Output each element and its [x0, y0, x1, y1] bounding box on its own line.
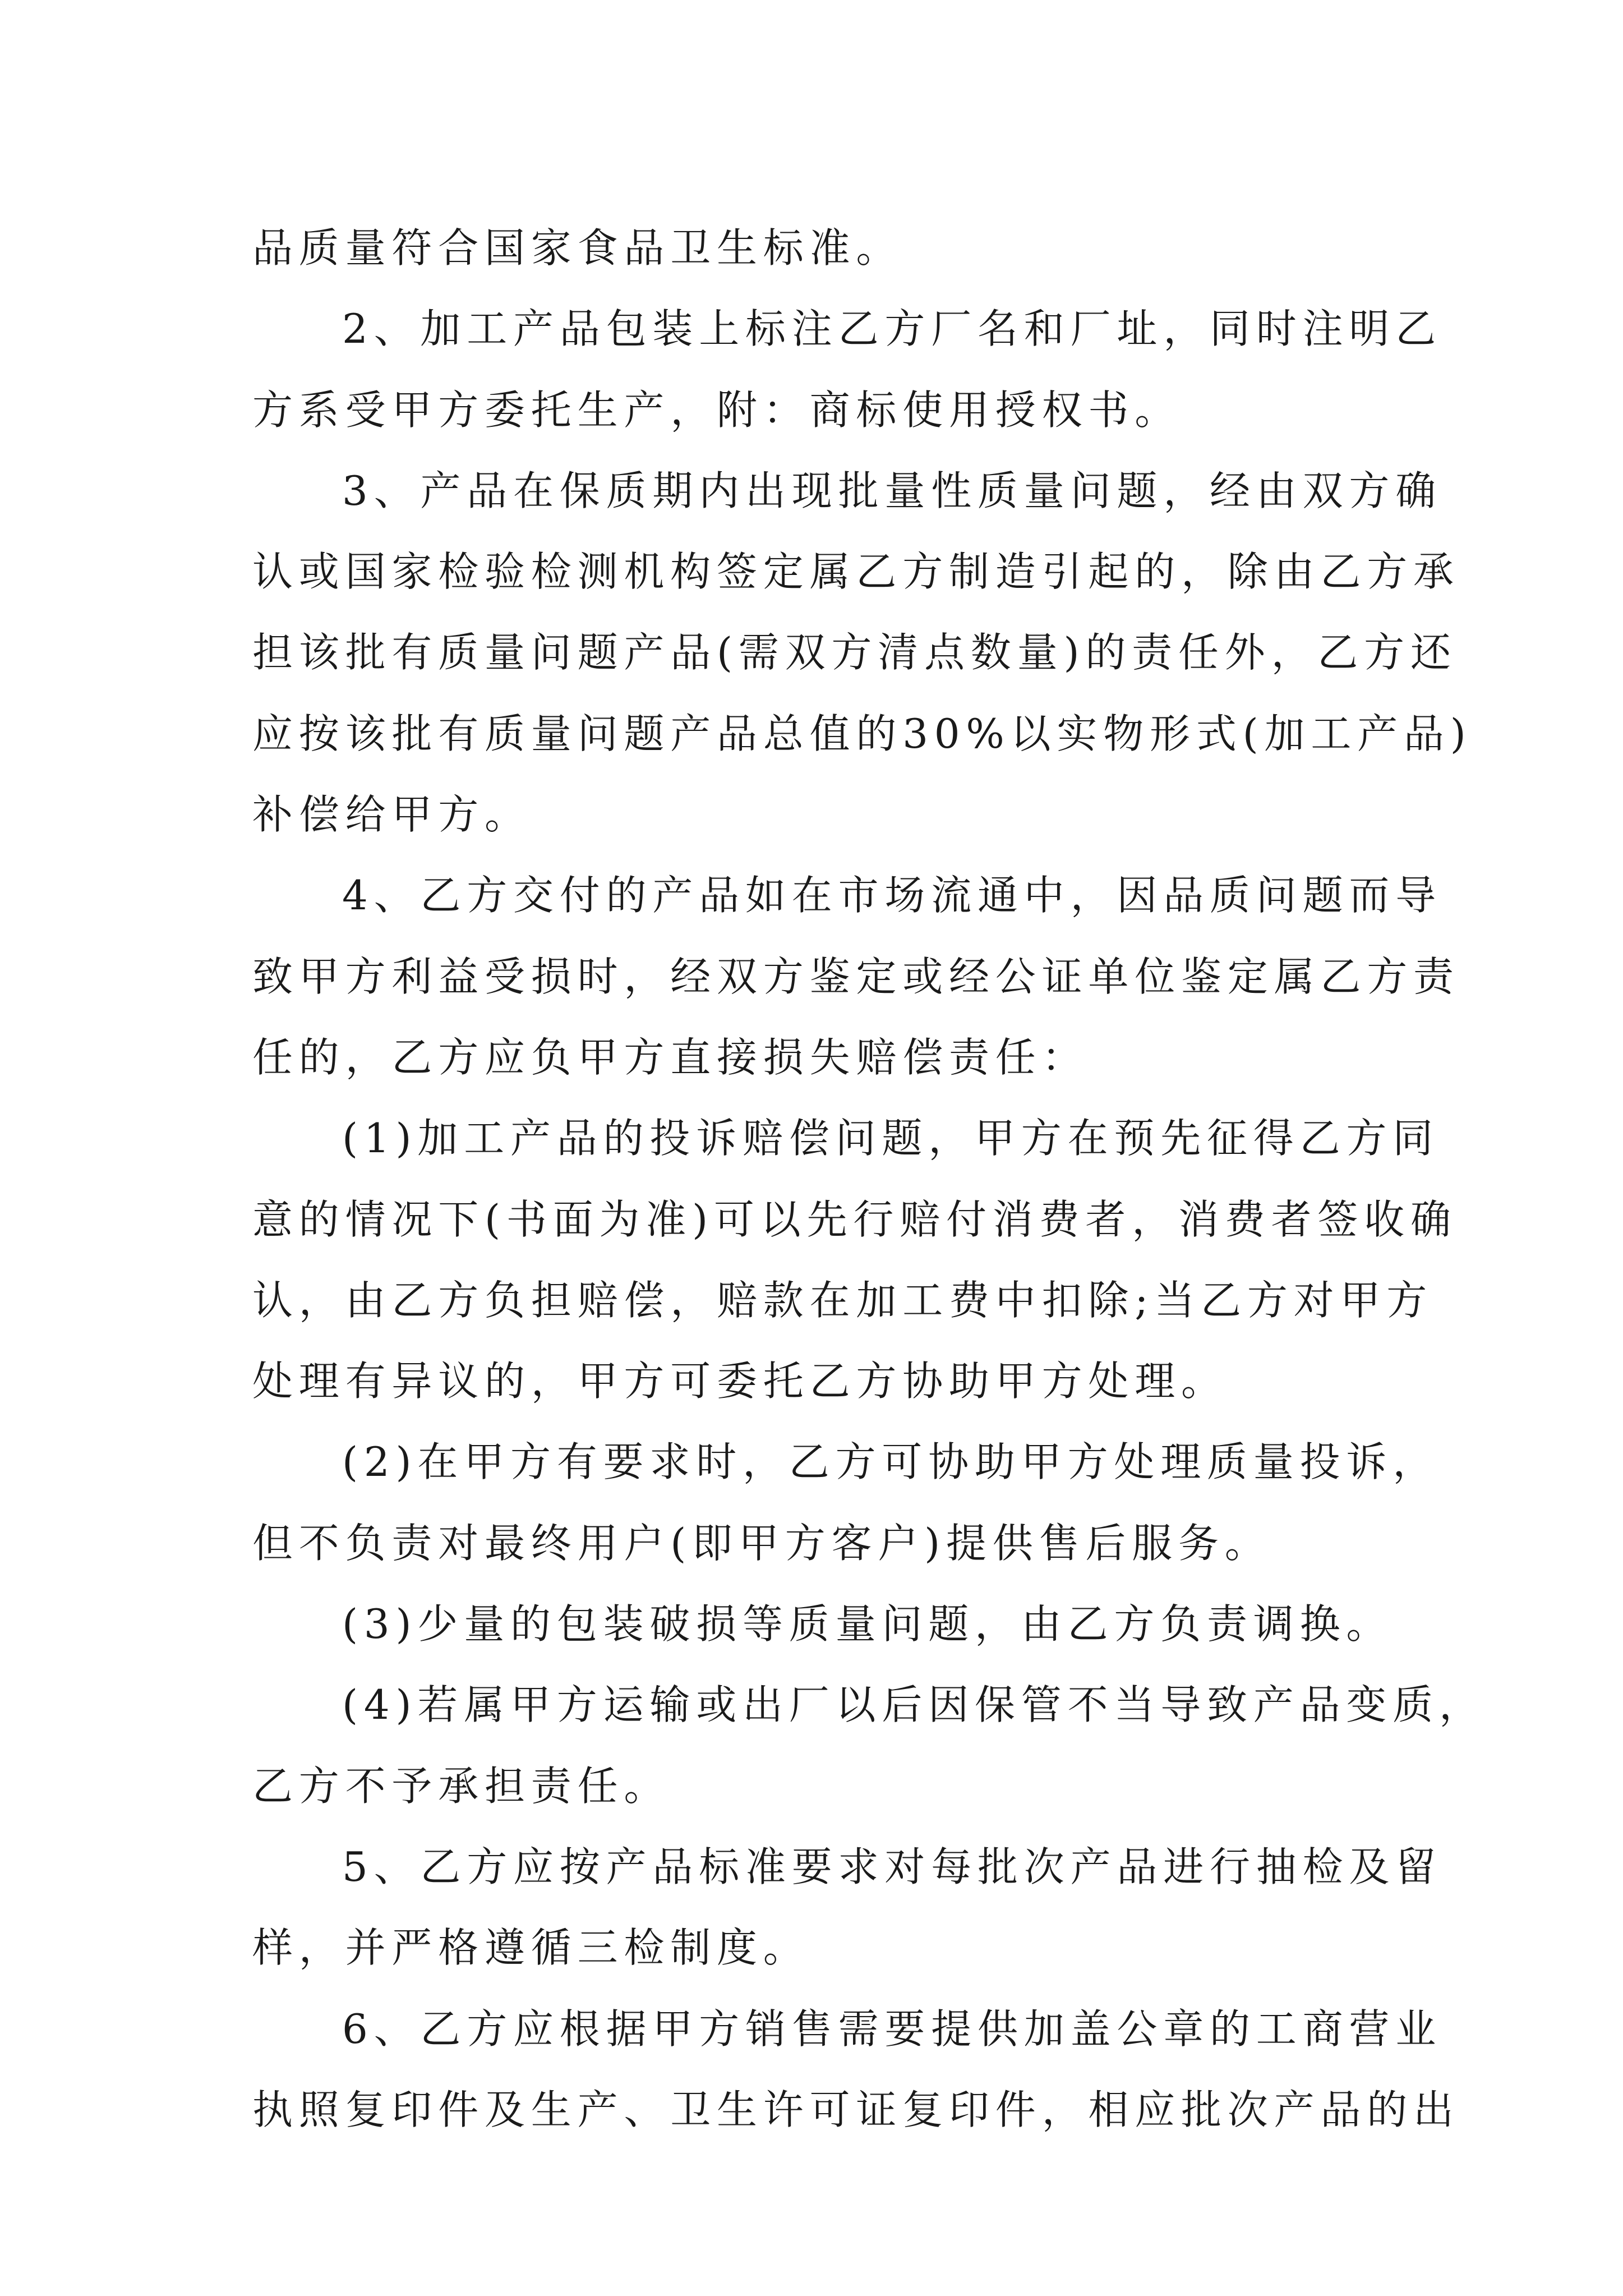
text-line: 致甲方利益受损时，经双方鉴定或经公证单位鉴定属乙方责 [252, 953, 1460, 1000]
text-line: 认或国家检验检测机构签定属乙方制造引起的，除由乙方承 [252, 548, 1460, 596]
text-line: 方系受甲方委托生产，附：商标使用授权书。 [252, 386, 1182, 434]
document-body [252, 208, 1486, 2150]
text-line: 认，由乙方负担赔偿，赔款在加工费中扣除;当乙方对甲方 [252, 1276, 1433, 1324]
text-line: (3)少量的包装破损等质量问题，由乙方负责调换。 [342, 1600, 1393, 1648]
text-line: 2、加工产品包装上标注乙方厂名和厂址，同时注明乙 [342, 305, 1442, 353]
text-line: 乙方不予承担责任。 [252, 1762, 671, 1810]
text-line: (1)加工产品的投诉赔偿问题，甲方在预先征得乙方同 [342, 1115, 1439, 1162]
text-line: 担该批有质量问题产品(需双方清点数量)的责任外，乙方还 [252, 629, 1457, 677]
text-line: 任的，乙方应负甲方直接损失赔偿责任： [252, 1033, 1089, 1081]
text-line: 4、乙方交付的产品如在市场流通中，因品质问题而导 [342, 872, 1442, 919]
text-line: (4)若属甲方运输或出厂以后因保管不当导致产品变质， [342, 1681, 1486, 1729]
text-line: (2)在甲方有要求时，乙方可协助甲方处理质量投诉， [342, 1438, 1439, 1486]
text-line: 但不负责对最终用户(即甲方客户)提供售后服务。 [252, 1519, 1271, 1567]
text-line: 3、产品在保质期内出现批量性质量问题，经由双方确 [342, 467, 1442, 514]
text-line: 执照复印件及生产、卫生许可证复印件，相应批次产品的出 [252, 2086, 1460, 2133]
text-line: 样，并严格遵循三检制度。 [252, 1924, 810, 1972]
text-line: 补偿给甲方。 [252, 791, 531, 839]
text-line: 处理有异议的，甲方可委托乙方协助甲方处理。 [252, 1358, 1228, 1405]
text-line: 6、乙方应根据甲方销售需要提供加盖公章的工商营业 [342, 2005, 1442, 2053]
text-line: 意的情况下(书面为准)可以先行赔付消费者，消费者签收确 [252, 1195, 1457, 1243]
text-line: 应按该批有质量问题产品总值的30%以实物形式(加工产品) [252, 710, 1472, 757]
text-line: 品质量符合国家食品卫生标准。 [252, 224, 903, 272]
text-line: 5、乙方应按产品标准要求对每批次产品进行抽检及留 [342, 1843, 1442, 1890]
